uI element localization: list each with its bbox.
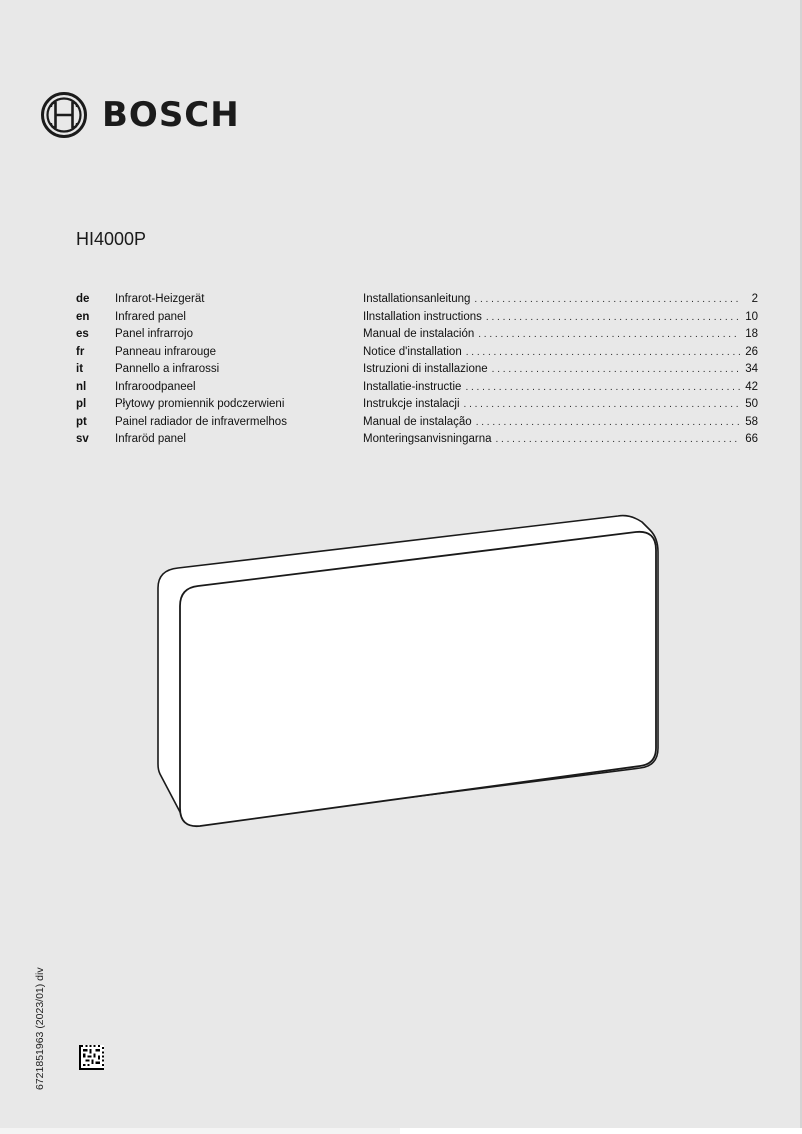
document-entry[interactable] (363, 326, 758, 344)
infrared-panel-illustration (150, 508, 670, 838)
document-title: Ilnstallation instructions (363, 310, 482, 323)
product-name-translation: Panneau infrarouge (115, 345, 217, 358)
document-entry[interactable] (363, 396, 758, 414)
brand-logo (40, 92, 240, 138)
leader-dots (464, 396, 740, 414)
language-code: pl (76, 398, 87, 410)
language-code: fr (76, 345, 85, 358)
product-name-translation: Infraroodpaneel (115, 380, 196, 393)
page-number: 26 (745, 345, 758, 358)
toc-row (76, 344, 758, 362)
document-title: Notice d'installation (363, 345, 462, 358)
toc-row (76, 291, 758, 309)
bosch-armature-logo-icon (40, 91, 88, 139)
toc-row (76, 379, 758, 397)
toc-row (76, 361, 758, 379)
leader-dots (478, 326, 740, 344)
product-name-translation: Infrarot-Heizgerät (115, 293, 205, 305)
page-number: 34 (745, 363, 758, 375)
toc-row (76, 309, 758, 327)
language-table-of-contents (76, 291, 758, 449)
document-title: Installatie-instructie (363, 380, 462, 393)
document-entry[interactable] (363, 414, 758, 432)
brand-name: BOSCH (102, 95, 240, 135)
page-number: 58 (745, 415, 758, 428)
leader-dots (486, 309, 740, 327)
datamatrix-code-icon (79, 1045, 104, 1070)
document-entry[interactable] (363, 309, 758, 327)
leader-dots (474, 291, 740, 309)
product-name-translation: Infrared panel (115, 310, 186, 323)
language-code: en (76, 310, 90, 323)
leader-dots (492, 361, 740, 379)
leader-dots (466, 344, 740, 362)
leader-dots (476, 414, 740, 432)
product-name-translation: Infraröd panel (115, 433, 186, 445)
leader-dots (496, 431, 741, 449)
document-title: Installationsanleitung (363, 293, 471, 305)
document-title: Instrukcje instalacji (363, 398, 460, 410)
document-title: Monteringsanvisningarna (363, 433, 492, 445)
document-entry[interactable] (363, 431, 758, 449)
page-number: 18 (745, 328, 758, 340)
language-code: it (76, 363, 84, 375)
toc-row (76, 414, 758, 432)
language-code: sv (76, 433, 89, 445)
language-code: es (76, 328, 89, 340)
document-entry[interactable] (363, 361, 758, 379)
product-model: HI4000P (76, 229, 147, 249)
page-number: 10 (745, 310, 758, 323)
document-title: Manual de instalación (363, 328, 475, 340)
document-title: Manual de instalação (363, 415, 472, 428)
document-entry[interactable] (363, 344, 758, 362)
page-number: 42 (745, 380, 758, 393)
language-code: pt (76, 415, 87, 428)
product-name-translation: Płytowy promiennik podczerwieni (115, 398, 285, 410)
toc-row (76, 396, 758, 414)
language-code: nl (76, 380, 87, 393)
language-code: de (76, 293, 90, 305)
page-number: 50 (745, 398, 758, 410)
document-entry[interactable] (363, 379, 758, 397)
bottom-strip (0, 1128, 802, 1134)
product-name-translation: Panel infrarrojo (115, 328, 193, 340)
toc-row (76, 326, 758, 344)
page-number: 2 (751, 293, 758, 305)
product-name-translation: Pannello a infrarossi (115, 363, 220, 375)
toc-row (76, 431, 758, 449)
product-name-translation: Painel radiador de infravermelhos (115, 415, 287, 428)
page-number: 66 (745, 433, 758, 445)
document-title: Istruzioni di installazione (363, 363, 488, 375)
document-number: 6721851963 (2023/01) div (34, 967, 46, 1090)
leader-dots (465, 379, 740, 397)
document-entry[interactable] (363, 291, 758, 309)
